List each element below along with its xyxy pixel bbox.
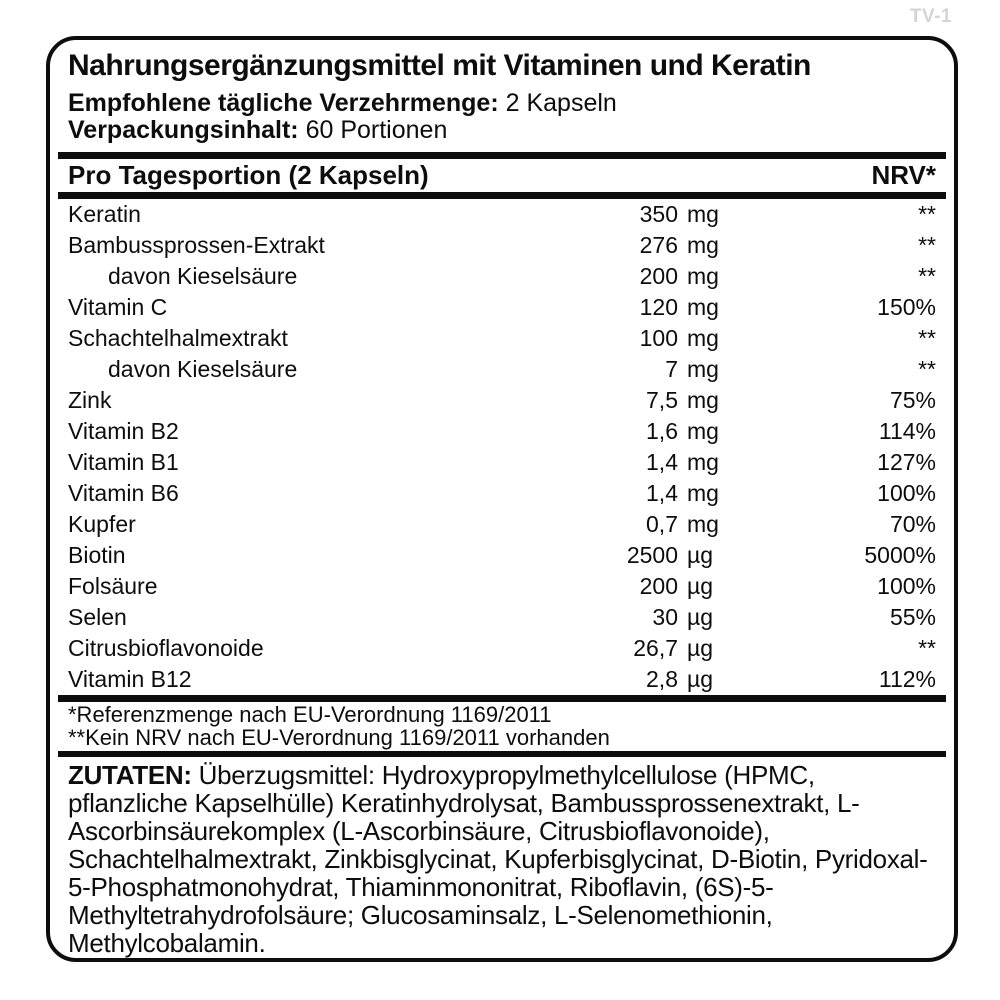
- row-name: Biotin: [68, 542, 126, 568]
- row-amount: 0,7: [646, 511, 678, 537]
- row-unit: mg: [687, 325, 719, 351]
- row-name: Kupfer: [68, 511, 136, 537]
- nutrition-table: [58, 199, 946, 695]
- package-value: 60 Portionen: [305, 116, 448, 144]
- row-unit: mg: [687, 356, 719, 382]
- row-unit: µg: [687, 542, 714, 568]
- row-unit: µg: [687, 635, 714, 661]
- row-name: Schachtelhalmextrakt: [68, 325, 288, 351]
- table-header-left: Pro Tagesportion (2 Kapseln): [68, 160, 429, 190]
- row-nrv: 55%: [889, 604, 936, 630]
- row-amount: 1,6: [646, 418, 678, 444]
- row-name: Vitamin B2: [68, 418, 179, 444]
- row-name: Vitamin B12: [68, 666, 192, 692]
- table-row: [58, 478, 946, 509]
- divider-above-footnotes: [58, 695, 946, 702]
- row-amount: 7: [665, 356, 678, 382]
- table-row: [58, 323, 946, 354]
- table-row: [58, 230, 946, 261]
- row-unit: mg: [687, 201, 719, 227]
- serving-line: [58, 90, 946, 117]
- package-line: [58, 117, 946, 144]
- row-nrv: **: [918, 635, 936, 661]
- row-nrv: 150%: [877, 294, 936, 320]
- row-unit: mg: [687, 511, 719, 537]
- table-row: [58, 602, 946, 633]
- row-amount: 30: [652, 604, 678, 630]
- row-name: davon Kieselsäure: [108, 356, 298, 382]
- table-row: [58, 509, 946, 540]
- row-unit: mg: [687, 263, 719, 289]
- row-nrv: **: [918, 232, 936, 258]
- row-amount: 2500: [626, 542, 678, 568]
- row-amount: 26,7: [633, 635, 678, 661]
- ingredients-paragraph: [58, 757, 946, 957]
- row-unit: mg: [687, 232, 719, 258]
- table-row: [58, 416, 946, 447]
- row-amount: 276: [639, 232, 678, 258]
- row-amount: 350: [639, 201, 678, 227]
- table-row: [58, 261, 946, 292]
- row-nrv: 127%: [877, 449, 936, 475]
- row-name: Bambussprossen-Extrakt: [68, 232, 325, 258]
- row-name: Keratin: [68, 201, 141, 227]
- serving-label: Empfohlene tägliche Verzehrmenge:: [68, 89, 499, 117]
- footnote-reference: *Referenzmenge nach EU-Verordnung 1169/2011: [68, 702, 552, 727]
- footnote-no-nrv: **Kein NRV nach EU-Verordnung 1169/2011 vorhanden: [68, 725, 610, 750]
- row-nrv: 5000%: [864, 542, 936, 568]
- row-amount: 100: [639, 325, 678, 351]
- row-amount: 2,8: [646, 666, 678, 692]
- row-unit: mg: [687, 480, 719, 506]
- row-unit: mg: [687, 294, 719, 320]
- row-name: davon Kieselsäure: [108, 263, 298, 289]
- row-name: Vitamin B6: [68, 480, 179, 506]
- table-header-row: [58, 159, 946, 192]
- ingredients-text: Überzugsmittel: Hydroxypropylmethylcellulose (HPMC, pflanzliche Kapselhülle) Keratinhydrolysat, Bambussprossenextrakt, L-Ascorbinsäurekomplex (L-Ascorbinsäure, Citrusbioflavonoide), Schachtelhalmextrakt, Zinkbisglycinat, Kupferbisglycinat, D-Biotin, Pyridoxal-5-Phosphatmonohydrat, Thiaminmononitrat, Riboflavin, (6S)-5-Methyltetrahydrofolsäure; Glucosaminsalz, L-Selenomethionin, Methylcobalamin.: [68, 760, 928, 958]
- row-amount: 1,4: [646, 480, 678, 506]
- row-amount: 200: [639, 573, 678, 599]
- row-nrv: 75%: [889, 387, 936, 413]
- row-unit: µg: [687, 666, 714, 692]
- table-row: [58, 385, 946, 416]
- row-amount: 1,4: [646, 449, 678, 475]
- divider-above-table-header: [58, 152, 946, 159]
- table-row: [58, 664, 946, 695]
- table-row: [58, 354, 946, 385]
- row-nrv: **: [918, 263, 936, 289]
- row-unit: µg: [687, 573, 714, 599]
- package-label: Verpackungsinhalt:: [68, 116, 299, 144]
- row-unit: µg: [687, 604, 714, 630]
- row-unit: mg: [687, 418, 719, 444]
- row-name: Folsäure: [68, 573, 158, 599]
- corner-version-mark: TV-1: [909, 6, 952, 27]
- serving-value: 2 Kapseln: [505, 89, 617, 117]
- row-nrv: 112%: [878, 666, 936, 692]
- row-nrv: 100%: [877, 573, 936, 599]
- row-amount: 120: [639, 294, 678, 320]
- table-row: [58, 199, 946, 230]
- row-nrv: **: [918, 356, 936, 382]
- page-title: Nahrungsergänzungsmittel mit Vitaminen und Keratin: [68, 49, 811, 82]
- label-panel: [46, 36, 958, 962]
- table-header-nrv: NRV*: [871, 160, 936, 190]
- table-row: [58, 292, 946, 323]
- table-row: [58, 571, 946, 602]
- row-amount: 200: [639, 263, 678, 289]
- ingredients-label: ZUTATEN:: [68, 760, 192, 790]
- row-nrv: 100%: [877, 480, 936, 506]
- row-nrv: **: [918, 201, 936, 227]
- row-amount: 7,5: [646, 387, 678, 413]
- table-row: [58, 633, 946, 664]
- row-name: Vitamin C: [68, 294, 168, 320]
- row-unit: mg: [687, 449, 719, 475]
- row-nrv: 114%: [878, 418, 936, 444]
- row-name: Citrusbioflavonoide: [68, 635, 264, 661]
- row-nrv: 70%: [889, 511, 936, 537]
- row-name: Selen: [68, 604, 127, 630]
- row-name: Zink: [68, 387, 112, 413]
- footnotes: [58, 702, 946, 751]
- row-nrv: **: [918, 325, 936, 351]
- divider-below-table-header: [58, 192, 946, 199]
- row-name: Vitamin B1: [68, 449, 179, 475]
- row-unit: mg: [687, 387, 719, 413]
- table-row: [58, 540, 946, 571]
- table-row: [58, 447, 946, 478]
